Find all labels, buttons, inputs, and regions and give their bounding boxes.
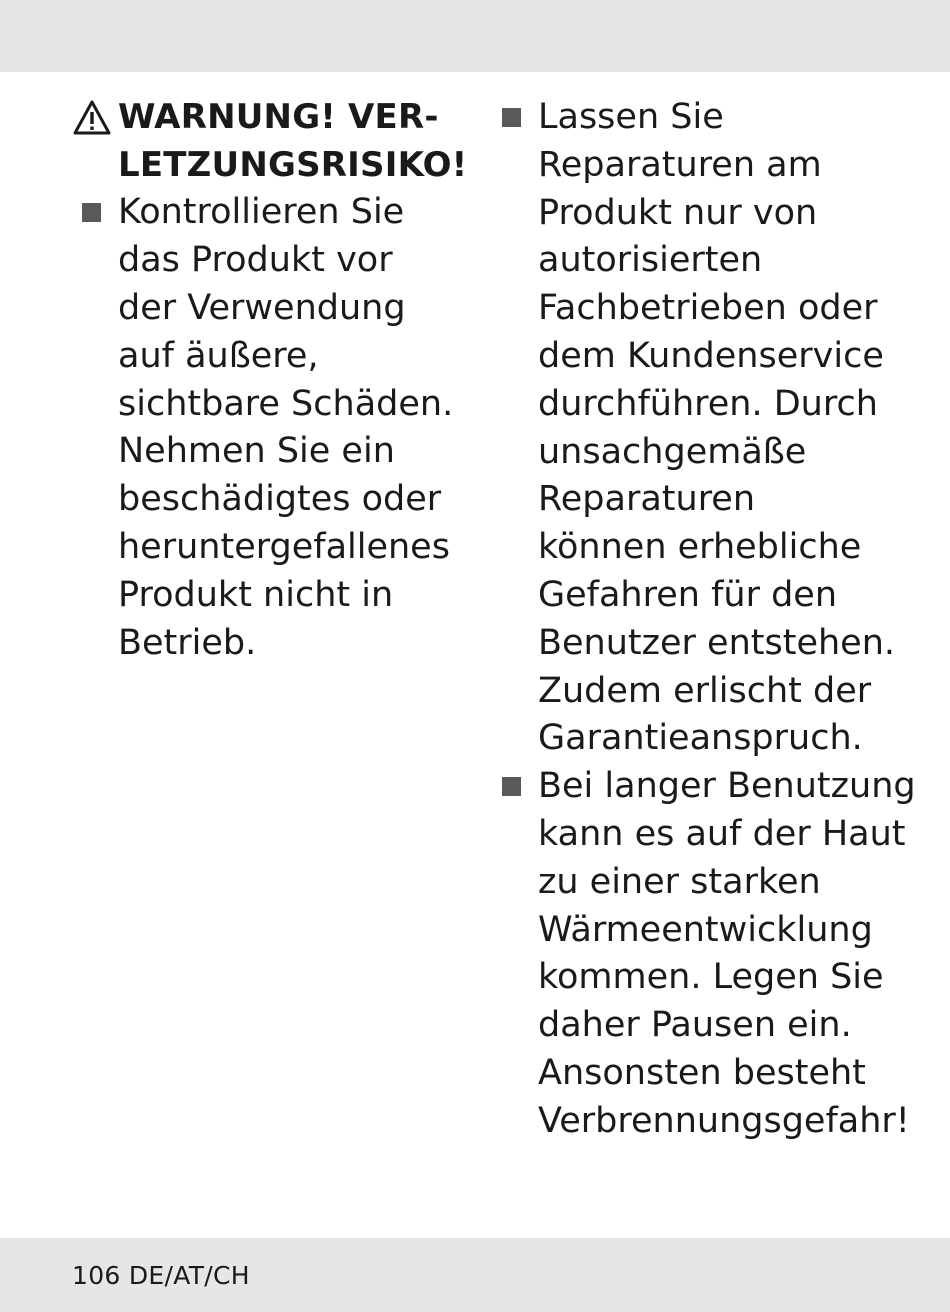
text-line: das Produkt vor <box>118 240 393 281</box>
text-line: unsachgemäße <box>538 431 807 472</box>
square-bullet-icon <box>502 108 521 127</box>
text-line: autorisierten <box>538 240 763 281</box>
text-line: heruntergefallenes <box>118 526 450 567</box>
text-line: durchführen. Durch <box>538 383 878 424</box>
square-bullet-icon <box>502 777 521 796</box>
text-line: Reparaturen am <box>538 144 822 185</box>
text-line: Produkt nur von <box>538 192 818 233</box>
text-line: zu einer starken <box>538 861 821 902</box>
text-line: kann es auf der Haut <box>538 813 906 854</box>
warning-heading <box>72 94 472 189</box>
warning-triangle-icon <box>72 98 112 138</box>
text-line: Gefahren für den <box>538 574 838 615</box>
text-line: Garantieanspruch. <box>538 718 863 759</box>
text-line: Benutzer entstehen. <box>538 622 896 663</box>
text-line: Zudem erlischt der <box>538 670 872 711</box>
text-line: beschädigtes oder <box>118 479 442 520</box>
text-line: Fachbetrieben oder <box>538 288 878 329</box>
text-line: können erhebliche <box>538 527 862 568</box>
right-column <box>492 94 916 1146</box>
left-column <box>72 94 472 667</box>
text-line: sichtbare Schäden. <box>118 383 454 424</box>
text-line: daher Pausen ein. <box>538 1005 852 1046</box>
header-band <box>0 0 950 72</box>
text-line: Reparaturen <box>538 479 756 520</box>
text-line: Bei langer Benutzung <box>538 766 916 807</box>
warning-heading-line: LETZUNGSRISIKO! <box>118 144 468 185</box>
text-line: auf äußere, <box>118 335 319 376</box>
text-line: Lassen Sie <box>538 97 724 137</box>
square-bullet-icon <box>82 203 101 222</box>
text-line: Verbrennungsgefahr! <box>538 1100 910 1141</box>
bullet-item-repairs <box>492 94 912 763</box>
text-line: Wärmeentwicklung <box>538 909 873 950</box>
warning-heading-line: WARNUNG! VER- <box>118 97 439 137</box>
text-line: Ansonsten besteht <box>538 1052 866 1093</box>
text-line: Kontrollieren Sie <box>118 192 405 233</box>
text-line: Nehmen Sie ein <box>118 431 395 472</box>
text-line: Betrieb. <box>118 622 257 663</box>
bullet-item-heat-warning <box>492 763 916 1145</box>
page-number-label: 106 DE/AT/CH <box>72 1261 250 1290</box>
text-line: Produkt nicht in <box>118 574 394 615</box>
text-line: kommen. Legen Sie <box>538 957 884 998</box>
text-line: der Verwendung <box>118 288 406 328</box>
text-line: dem Kundenservice <box>538 335 884 376</box>
bullet-item-inspect-product <box>72 189 472 667</box>
